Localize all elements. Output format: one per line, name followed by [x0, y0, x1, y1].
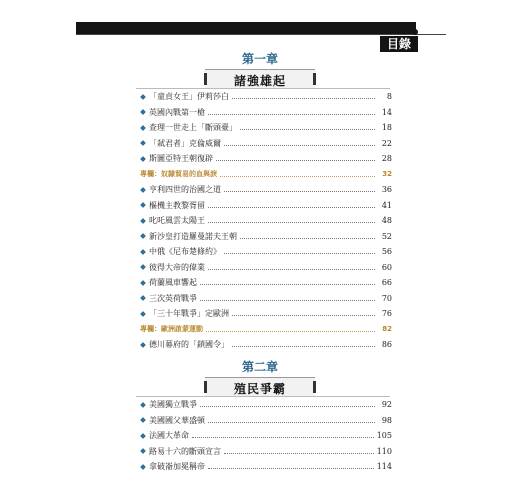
toc-entry-page: 8 [386, 92, 392, 101]
dot-leader [200, 406, 375, 407]
toc-entry-page: 76 [381, 309, 392, 318]
chapter-2-number: 第二章 [241, 360, 278, 374]
dot-leader [200, 284, 375, 285]
toc-entry[interactable] [140, 90, 392, 103]
toc-entry-page: 92 [381, 400, 392, 409]
toc-entry[interactable] [140, 137, 392, 150]
toc-entry[interactable] [140, 292, 392, 305]
toc-entry[interactable] [140, 398, 392, 411]
toc-entry-page: 105 [376, 431, 392, 440]
dot-leader [220, 176, 375, 177]
diamond-bullet-icon [140, 187, 146, 193]
toc-entry-title: 彼得大帝的偉業 [149, 262, 205, 272]
toc-entry[interactable] [140, 106, 392, 119]
dot-leader [224, 253, 375, 254]
chapter-2-heading [130, 360, 390, 397]
toc-entry-page: 114 [376, 462, 392, 471]
toc-entry[interactable] [140, 245, 392, 258]
toc-entry-page: 14 [381, 107, 392, 117]
diamond-bullet-icon [140, 417, 146, 423]
toc-entry-title: 英國內戰第一槍 [149, 107, 205, 117]
dot-leader [208, 207, 375, 208]
diamond-bullet-icon [140, 311, 146, 317]
toc-entry[interactable] [140, 414, 392, 427]
toc-entry-title: 斯圖亞特王朝復辟 [149, 154, 213, 163]
toc-entry[interactable] [140, 199, 392, 212]
dot-leader [208, 222, 375, 223]
toc-entry-page: 60 [381, 262, 392, 272]
toc-entry-title: 三次英荷戰爭 [149, 293, 197, 303]
toc-entry-title: 「弒君者」克倫威爾 [149, 138, 221, 148]
toc-entry[interactable] [140, 230, 392, 243]
dot-leader [224, 191, 375, 192]
toc-entry[interactable] [140, 307, 392, 320]
toc-entry-page: 18 [381, 123, 392, 132]
toc-entry-page: 36 [381, 185, 392, 194]
toc-entry-title: 樞機主教黎胥留 [149, 200, 205, 210]
diamond-bullet-icon [140, 109, 146, 115]
diamond-bullet-icon [140, 202, 146, 208]
toc-entry-title: 亨利四世的治國之道 [149, 185, 221, 194]
chapter-2-title-box [205, 377, 315, 397]
toc-entry[interactable] [140, 338, 392, 351]
dot-leader [192, 437, 374, 438]
toc-entry-title: 「三十年戰爭」定歐洲 [149, 309, 229, 318]
toc-column-entry[interactable] [140, 323, 392, 336]
toc-entry[interactable] [140, 429, 392, 442]
dot-leader [206, 331, 375, 332]
toc-column-entry[interactable] [140, 168, 392, 181]
chapter-1-title: 諸強雄起 [233, 74, 286, 88]
diamond-bullet-icon [140, 433, 146, 439]
toc-entry-title: 路易十六的斷頭宣言 [149, 446, 221, 456]
toc-entry-page: 32 [382, 169, 392, 178]
toc-entry-page: 82 [382, 324, 392, 333]
toc-entry-page: 110 [376, 446, 392, 456]
chapter-1-number: 第一章 [241, 52, 278, 66]
toc-entry-page: 66 [381, 278, 392, 287]
dot-leader [232, 315, 375, 316]
chapter-1-rule [136, 88, 390, 89]
toc-entry-title: 中俄《尼布楚條約》 [149, 247, 221, 256]
toc-entry-title: 查理一世走上「斷頭臺」 [149, 123, 237, 132]
diamond-bullet-icon [140, 233, 146, 239]
dot-leader [240, 129, 375, 130]
diamond-bullet-icon [140, 464, 146, 470]
toc-entry-page: 56 [381, 247, 392, 256]
toc-entry[interactable] [140, 152, 392, 165]
toc-entry-title: 專欄：奴隸貿易的血與淚 [140, 169, 217, 178]
dot-leader [224, 453, 374, 454]
toc-entry-page: 41 [381, 200, 392, 210]
dot-leader [208, 114, 375, 115]
toc-entry-title: 德川幕府的「鎖國令」 [149, 340, 229, 349]
diamond-bullet-icon [140, 218, 146, 224]
toc-entry-title: 拿破崙加冕稱帝 [149, 462, 205, 471]
toc-entry[interactable] [140, 261, 392, 274]
header-rule [76, 34, 446, 35]
diamond-bullet-icon [140, 402, 146, 408]
toc-entry[interactable] [140, 183, 392, 196]
toc-entry-page: 86 [381, 340, 392, 349]
toc-entry-title: 新沙皇打造羅曼諾夫王朝 [149, 231, 237, 241]
dot-leader [200, 300, 375, 301]
dot-leader [208, 468, 374, 469]
dot-leader [216, 160, 375, 161]
toc-entry-title: 美國獨立戰爭 [149, 400, 197, 409]
toc-entry-page: 52 [381, 231, 392, 241]
chapter-1-heading [130, 52, 390, 89]
header-bar [76, 22, 416, 34]
toc-entry[interactable] [140, 214, 392, 227]
toc-entry-title: 美國國父華盛頓 [149, 415, 205, 425]
toc-entry-page: 98 [381, 415, 392, 425]
diamond-bullet-icon [140, 125, 146, 131]
toc-entry[interactable] [140, 445, 392, 458]
diamond-bullet-icon [140, 448, 146, 454]
toc-entry-title: 專欄：歐洲啟蒙運動 [140, 324, 203, 333]
toc-entry-title: 荷蘭風車響起 [149, 278, 197, 287]
toc-entry-page: 28 [381, 154, 392, 163]
toc-entry-title: 叱吒風雲太陽王 [149, 216, 205, 225]
chapter-2-title: 殖民爭霸 [233, 382, 286, 396]
dot-leader [208, 422, 375, 423]
diamond-bullet-icon [140, 156, 146, 162]
toc-entry[interactable] [140, 276, 392, 289]
diamond-bullet-icon [140, 342, 146, 348]
diamond-bullet-icon [140, 280, 146, 286]
toc-entry-page: 70 [381, 293, 392, 303]
toc-entry[interactable] [140, 121, 392, 134]
diamond-bullet-icon [140, 140, 146, 146]
chapter-1-title-box [205, 69, 315, 89]
dot-leader [240, 238, 375, 239]
toc-entry-page: 48 [381, 216, 392, 225]
header-dot [412, 29, 418, 35]
dot-leader [208, 269, 375, 270]
toc-entry-page: 22 [381, 138, 392, 148]
diamond-bullet-icon [140, 295, 146, 301]
toc-label: 目錄 [380, 36, 418, 52]
diamond-bullet-icon [140, 94, 146, 100]
toc-entry[interactable] [140, 460, 392, 473]
diamond-bullet-icon [140, 264, 146, 270]
toc-entry-title: 「童貞女王」伊莉莎白 [149, 92, 229, 101]
dot-leader [232, 346, 375, 347]
diamond-bullet-icon [140, 249, 146, 255]
dot-leader [224, 145, 375, 146]
toc-entry-title: 法國大革命 [149, 431, 189, 440]
chapter-2-rule [136, 396, 390, 397]
dot-leader [232, 98, 375, 99]
